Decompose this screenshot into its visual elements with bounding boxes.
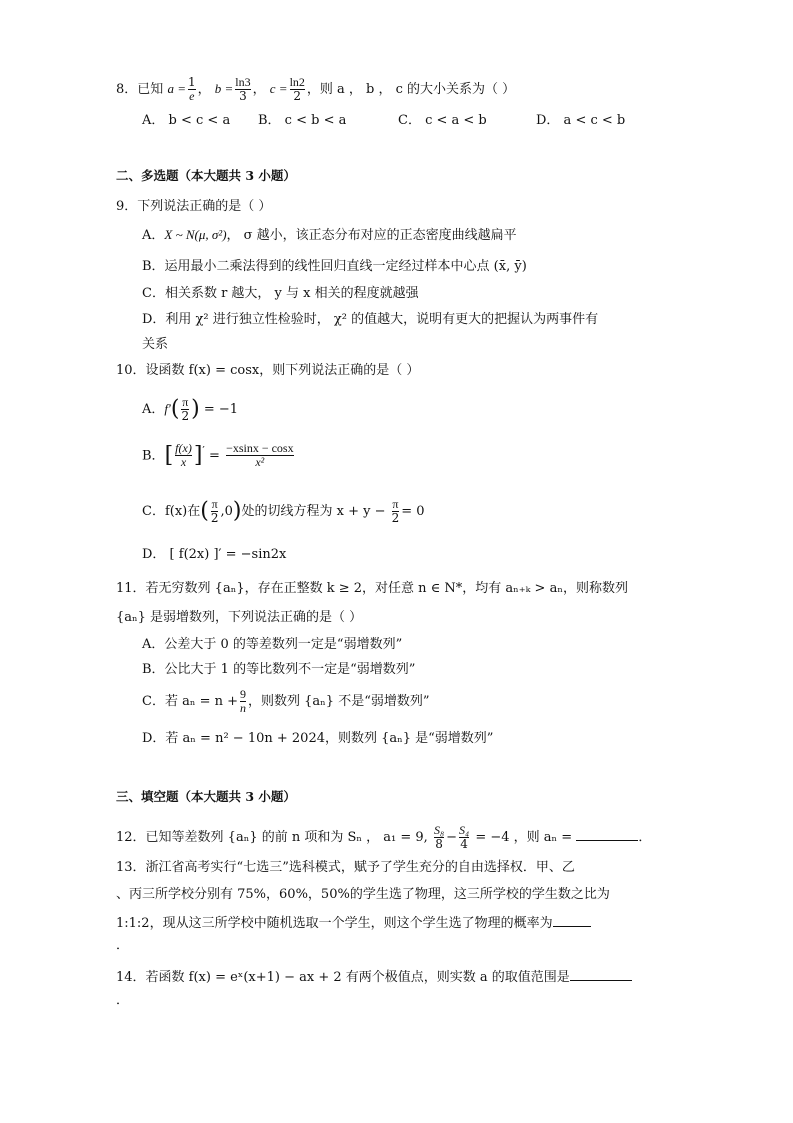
q11-stem-line1: 11．若无穷数列 {aₙ}，存在正整数 k ≥ 2，对任意 n ∈ N*，均有 aₙ₊ₖ > aₙ，则称数列 [116,581,628,596]
section-heading-fill-in: 三、填空题（本大题共 3 小题） [116,789,296,804]
q13-stem-line4: ． [116,938,130,953]
q12-stem: 12．已知等差数列 {aₙ} 的前 n 项和为 Sₙ ， a₁ = 9, $\frac{\text{S₈}}{8}$ − $\frac{\text{S₄}}{4}$ = −4 ，则 aₙ = ． [116,823,652,851]
q11-option-c: C．若 aₙ = n + $\frac{9}{n}$ ，则数列 {aₙ} 不是“弱增数列” [142,687,430,715]
q11-option-a: A．公差大于 0 的等差数列一定是“弱增数列” [142,637,403,652]
q10-option-b: B．[ $\frac{f(x)}{x}$ ]′ = $\frac{-xsinx - \cos x}{\text{x²}}$ [142,441,294,470]
q11-option-d: D．若 aₙ = n² − 10n + 2024，则数列 {aₙ} 是“弱增数列” [142,731,494,746]
q8-stem: 8．已知 a = $\frac{1}{e}$ ， b = $\frac{\ln 3}{3}$ ， c = $\frac{\ln 2}{2}$ ，则 a ， b ， c 的大小关系为（ ） [116,75,516,103]
q10-option-a: A．f′( $\frac{\pi}{2}$ ) = −1 [142,395,239,423]
q9-option-b: B．运用最小二乘法得到的线性回归直线一定经过样本中心点 (x̄, ȳ) [142,259,527,274]
q8-option-c: C． c < a < b [398,113,487,128]
q9-option-d-line1: D．利用 χ² 进行独立性检验时， χ² 的值越大，说明有更大的把握认为两事件有 [142,312,599,327]
q8-option-b: B． c < b < a [258,113,347,128]
q8-option-a: A． b < c < a [142,113,231,128]
q8-option-d: D． a < c < b [536,113,626,128]
q10-option-d: D． [ f(2x) ]′ = −sin2x [142,547,287,562]
q13-stem-line1: 13．浙江省高考实行“七选三”选科模式，赋予了学生充分的自由选择权．甲、乙 [116,860,575,875]
q13-answer-blank[interactable] [553,912,591,927]
q12-answer-blank[interactable] [576,826,638,841]
q11-stem-line2: {aₙ} 是弱增数列，下列说法正确的是（ ） [116,610,363,625]
q9-option-a: A．X ~ N(μ, σ²)， σ 越小，该正态分布对应的正态密度曲线越扁平 [142,227,517,243]
q14-stem-line1: 14．若函数 f(x) = eˣ(x+1) − ax + 2 有两个极值点，则实数 a 的取值范围是 [116,966,632,987]
q13-stem-line3: 1:1:2，现从这三所学校中随机选取一个学生，则这个学生选了物理的概率为 [116,912,591,933]
q14-stem-line2: ． [116,993,130,1008]
q11-option-b: B．公比大于 1 的等比数列不一定是“弱增数列” [142,662,416,677]
section-heading-multi-choice: 二、多选题（本大题共 3 小题） [116,168,296,183]
q10-option-c: C．f(x)在( $\frac{\pi}{2}$ ,0)处的切线方程为 x + y − $\frac{\pi}{2}$ = 0 [142,497,425,525]
q13-stem-line2: 、丙三所学校分别有 75%，60%，50%的学生选了物理，这三所学校的学生数之比为 [116,887,610,902]
q9-option-d-line2: 关系 [142,337,169,352]
q14-answer-blank[interactable] [570,966,632,981]
q10-stem: 10．设函数 f(x) = cosx，则下列说法正确的是（ ） [116,363,420,378]
q9-stem: 9．下列说法正确的是（ ） [116,199,272,214]
q9-option-c: C．相关系数 r 越大， y 与 x 相关的程度就越强 [142,286,419,301]
